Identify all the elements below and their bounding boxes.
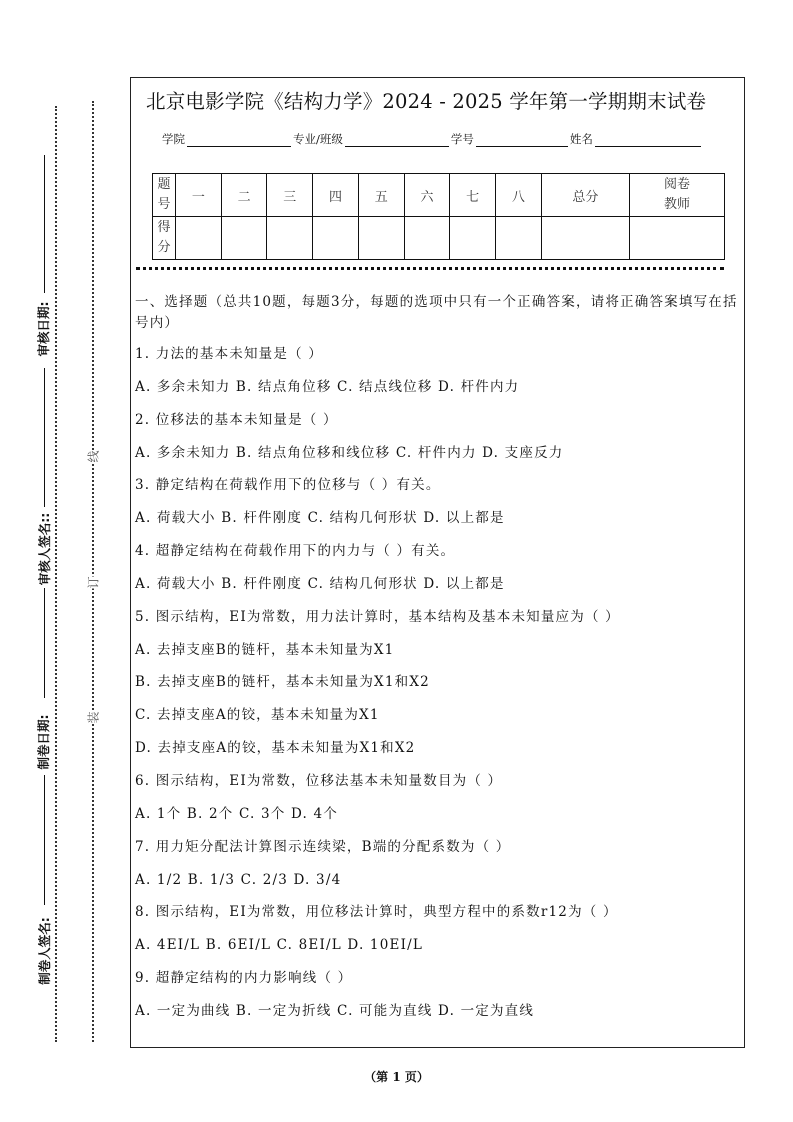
- answer-options: A. 一定为曲线 B. 一定为折线 C. 可能为直线 D. 一定为直线: [135, 1002, 535, 1019]
- question-text: 2. 位移法的基本未知量是（ ）: [135, 411, 338, 428]
- question-text: 7. 用力矩分配法计算图示连续梁，B端的分配系数为（ ）: [135, 838, 511, 855]
- college-field[interactable]: [187, 132, 291, 147]
- college-label: 学院: [162, 132, 185, 146]
- score-cell[interactable]: [221, 217, 267, 260]
- col-total: 总分: [541, 174, 629, 217]
- maker-date-line: [44, 775, 45, 905]
- name-field[interactable]: [595, 132, 701, 147]
- name-label: 姓名: [569, 132, 593, 146]
- answer-options: A. 去掉支座B的链杆，基本未知量为X1: [135, 641, 395, 658]
- binding-dotted-line-outer: [55, 106, 57, 1042]
- answer-options: C. 去掉支座A的铰，基本未知量为X1: [135, 707, 380, 724]
- score-cell[interactable]: [176, 217, 222, 260]
- score-table-score-row: [153, 217, 725, 260]
- question-number-label: 题 号: [153, 174, 176, 217]
- answer-options: A. 1个 B. 2个 C. 3个 D. 4个: [135, 805, 339, 822]
- review-date-label: 审核日期:: [36, 301, 51, 357]
- answer-options: A. 4EI/L B. 6EI/L C. 8EI/L D. 10EI/L: [135, 937, 424, 954]
- score-cell[interactable]: [496, 217, 542, 260]
- question-text: 9. 超静定结构的内力影响线（ ）: [135, 970, 353, 987]
- score-cell[interactable]: [313, 217, 359, 260]
- dotted-divider: [136, 267, 724, 270]
- col-4: 四: [313, 174, 359, 217]
- col-1: 一: [176, 174, 222, 217]
- question-text: 8. 图示结构，EI为常数，用位移法计算时，典型方程中的系数r12为（ ）: [135, 904, 618, 921]
- col-8: 八: [496, 174, 542, 217]
- col-7: 七: [450, 174, 496, 217]
- question-section: [135, 292, 740, 1028]
- binding-dotted-line-inner: [92, 101, 94, 1042]
- binding-mark-staple: 订: [83, 576, 104, 588]
- question-text: 3. 静定结构在荷载作用下的位移与（ ）有关。: [135, 477, 441, 494]
- student-info-row: [162, 131, 703, 147]
- maker-sign-label: 制卷人签名:: [37, 917, 52, 985]
- page-title: 北京电影学院《结构力学》2024 - 2025 学年第一学期期末试卷: [146, 90, 707, 113]
- answer-options: A. 多余未知力 B. 结点角位移和线位移 C. 杆件内力 D. 支座反力: [135, 444, 564, 461]
- answer-options: D. 去掉支座A的铰，基本未知量为X1和X2: [135, 740, 416, 757]
- review-date-line: [44, 155, 45, 293]
- answer-options: A. 1/2 B. 1/3 C. 2/3 D. 3/4: [135, 871, 342, 888]
- col-3: 三: [267, 174, 313, 217]
- col-5: 五: [358, 174, 404, 217]
- score-cell[interactable]: [358, 217, 404, 260]
- col-2: 二: [221, 174, 267, 217]
- page-number: （第 1 页）: [364, 1070, 429, 1084]
- answer-options: B. 去掉支座B的链杆，基本未知量为X1和X2: [135, 674, 430, 691]
- question-text: 1. 力法的基本未知量是（ ）: [135, 346, 323, 362]
- score-label: 得 分: [153, 217, 176, 260]
- answer-options: A. 多余未知力 B. 结点角位移 C. 结点线位移 D. 杆件内力: [135, 378, 520, 395]
- student-id-field[interactable]: [476, 132, 568, 147]
- score-table-header-row: [153, 174, 725, 217]
- reviewer-sign-line: [44, 368, 45, 507]
- binding-mark-bind: 装: [83, 711, 104, 723]
- score-cell-total[interactable]: [541, 217, 629, 260]
- col-6: 六: [404, 174, 450, 217]
- score-cell-reviewer[interactable]: [630, 217, 725, 260]
- major-class-label: 专业/班级: [293, 132, 343, 146]
- section-heading: 一、选择题（总共10题，每题3分，每题的选项中只有一个正确答案，请将正确答案填写在括号内）: [135, 294, 738, 331]
- col-reviewer: 阅卷 教师: [630, 174, 725, 217]
- maker-date-label: 制卷日期:: [36, 714, 51, 770]
- question-list: [135, 338, 740, 1028]
- score-cell[interactable]: [267, 217, 313, 260]
- reviewer-sign-line-2: [44, 588, 45, 698]
- answer-options: A. 荷载大小 B. 杆件刚度 C. 结构几何形状 D. 以上都是: [135, 510, 505, 527]
- answer-options: A. 荷载大小 B. 杆件刚度 C. 结构几何形状 D. 以上都是: [135, 575, 505, 592]
- student-id-label: 学号: [450, 132, 474, 146]
- major-class-field[interactable]: [345, 132, 449, 147]
- question-text: 6. 图示结构，EI为常数，位移法基本未知量数目为（ ）: [135, 772, 503, 789]
- binding-mark-line: 线: [83, 450, 104, 462]
- score-cell[interactable]: [404, 217, 450, 260]
- question-text: 5. 图示结构，EI为常数，用力法计算时，基本结构及基本未知量应为（ ）: [135, 608, 620, 625]
- score-table: [152, 173, 725, 260]
- reviewer-sign-label: 审核人签名::: [37, 512, 52, 586]
- score-cell[interactable]: [450, 217, 496, 260]
- question-text: 4. 超静定结构在荷载作用下的内力与（ ）有关。: [135, 543, 456, 560]
